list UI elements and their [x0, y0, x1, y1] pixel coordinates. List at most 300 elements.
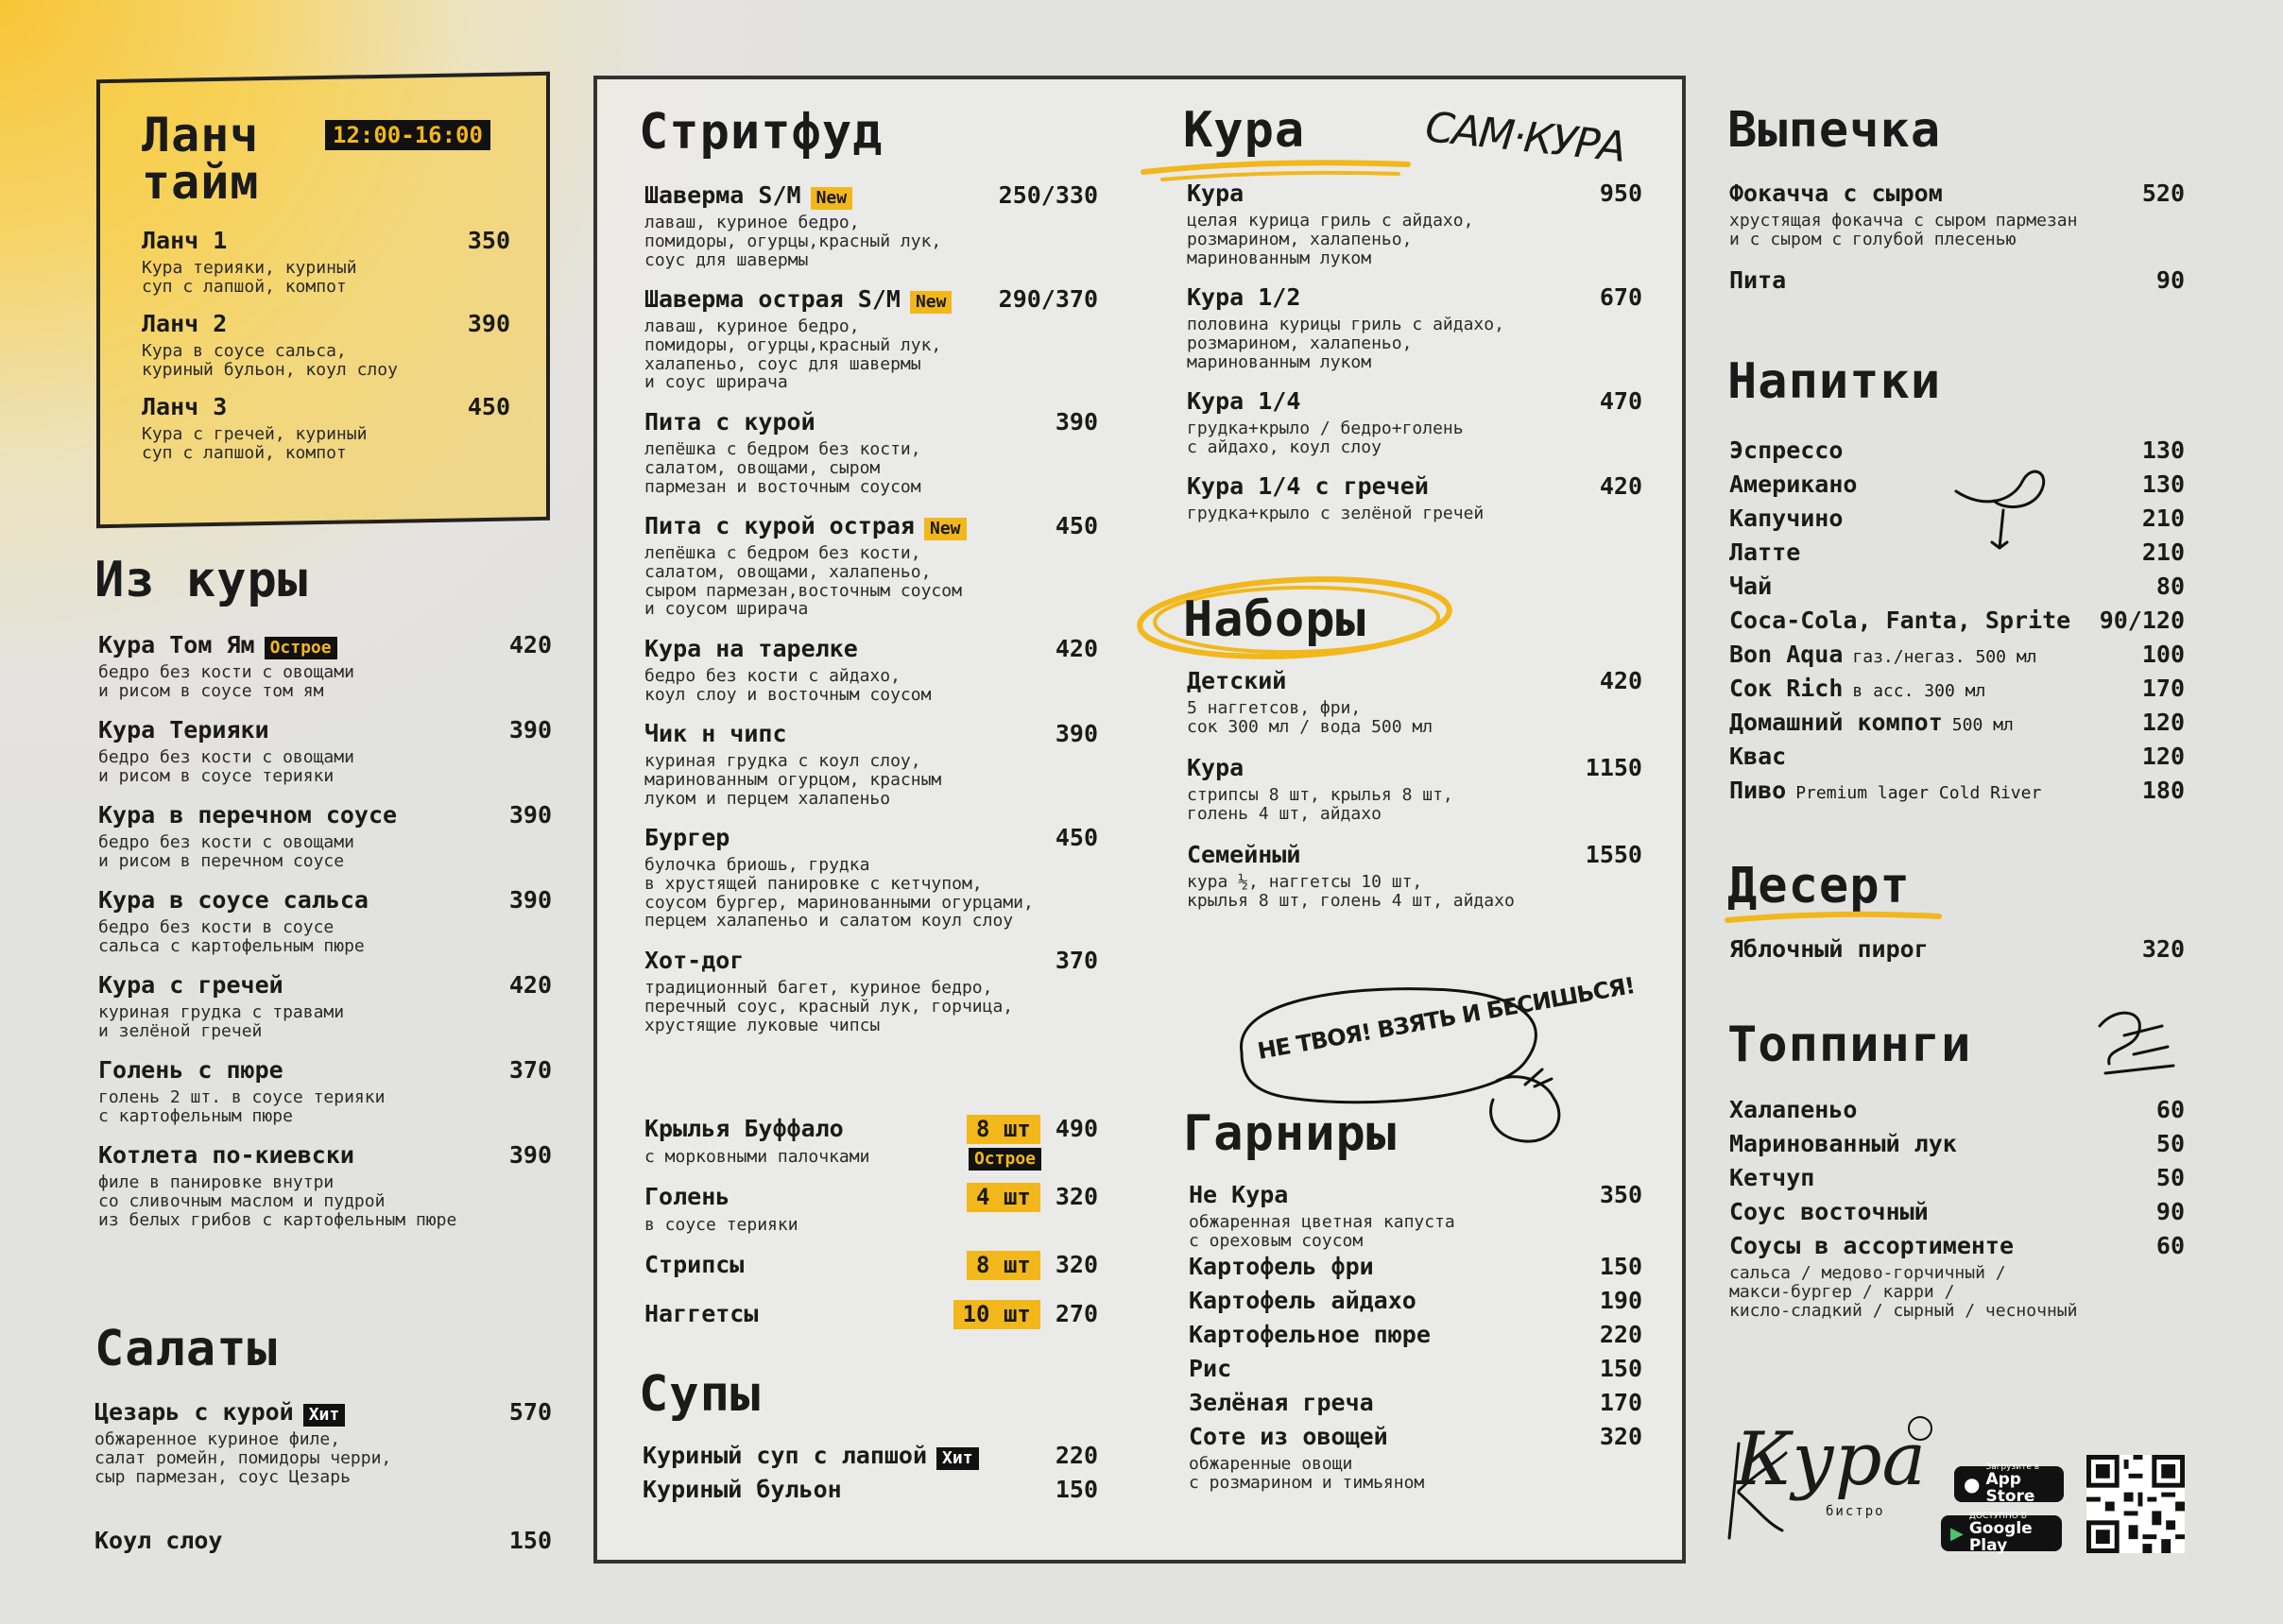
lunch-title-line2: тайм	[142, 155, 260, 210]
menu-item-description: обжаренная цветная капуста с ореховым соусом	[1189, 1212, 1455, 1251]
menu-item-name	[1729, 641, 2037, 669]
menu-item-name	[644, 947, 744, 975]
menu-item-description: в соусе терияки	[644, 1214, 798, 1235]
menu-item	[1729, 743, 2185, 771]
menu-item-description: хрустящая фокачча с сыром пармезан и с сыром с голубой плесенью	[1729, 211, 2078, 249]
menu-item	[1729, 777, 2185, 805]
menu-item	[1729, 1164, 2185, 1192]
menu-item-name	[644, 1251, 744, 1279]
menu-item-name	[1729, 709, 2014, 737]
menu-item-name	[1729, 1130, 1957, 1158]
menu-item-title: Голень с пюре	[98, 1056, 283, 1084]
menu-item-title: Bon Aqua	[1729, 641, 1844, 668]
menu-item-row	[1729, 935, 2185, 964]
spicy-doodle	[2086, 998, 2181, 1083]
menu-item-price-group	[1056, 720, 1098, 748]
menu-item	[98, 1141, 552, 1229]
menu-item-row	[1187, 667, 1642, 695]
menu-item-title: Кетчуп	[1729, 1164, 1815, 1191]
menu-item-row	[644, 947, 1098, 975]
menu-item-title: Картофель фри	[1189, 1253, 1374, 1280]
menu-item-badge: Острое	[265, 637, 337, 659]
menu-item-price-group	[509, 886, 552, 915]
menu-item-price-group	[953, 1300, 1098, 1329]
menu-item	[643, 1476, 1098, 1504]
menu-item-price-group	[509, 716, 552, 744]
menu-item-name	[1729, 1198, 1929, 1226]
menu-item-description: голень 2 шт. в соусе терияки с картофельным пюре	[98, 1087, 386, 1126]
menu-item-title: Coca-Cola, Fanta, Sprite	[1729, 607, 2071, 634]
menu-item-name	[1729, 1096, 1857, 1124]
google-play-icon: ▶	[1950, 1523, 1964, 1544]
menu-item-title: Крылья Буффало	[644, 1115, 844, 1142]
menu-item-price-group	[1600, 1355, 1642, 1383]
menu-item	[1187, 472, 1642, 523]
menu-item-price-group	[1600, 179, 1642, 208]
menu-item-title: Пита с курой	[644, 408, 815, 436]
menu-item-title: Кура с гречей	[98, 971, 283, 999]
logo-subtitle: бистро	[1826, 1504, 1885, 1519]
google-play-button[interactable]	[1941, 1511, 2062, 1555]
menu-item-row	[1189, 1321, 1642, 1349]
menu-item-title: Не Кура	[1189, 1181, 1289, 1208]
menu-item-title: Чай	[1729, 573, 1773, 600]
menu-item-name	[643, 1442, 979, 1470]
menu-item-price-group	[509, 631, 552, 659]
menu-item-row	[94, 1527, 552, 1555]
menu-item-price-group	[2156, 1232, 2185, 1260]
menu-item-name	[1189, 1181, 1288, 1209]
menu-item-description: половина курицы гриль с айдахо, розмарином, халапеньо, маринованным луком	[1187, 315, 1504, 372]
menu-item-name	[142, 310, 227, 338]
iz-kury-title: Из куры	[94, 552, 309, 608]
menu-item-row	[1729, 470, 2185, 499]
qr-code[interactable]	[2086, 1455, 2185, 1553]
menu-item-title: Ланч 2	[142, 310, 228, 337]
menu-item-description: лаваш, куриное бедро, помидоры, огурцы,красный лук, соус для шавермы	[644, 213, 942, 270]
menu-item	[1729, 675, 2185, 703]
menu-item-name	[644, 824, 730, 852]
menu-item-price-group	[2142, 709, 2185, 737]
menu-item-row	[98, 1056, 552, 1085]
menu-item-name	[1729, 573, 1772, 601]
menu-item	[1729, 1198, 2185, 1226]
menu-item-name	[1729, 743, 1786, 771]
menu-item-description: целая курица гриль с айдахо, розмарином, халапеньо, маринованным луком	[1187, 211, 1474, 268]
menu-item-row	[644, 1251, 1098, 1280]
menu-item-name	[1189, 1423, 1388, 1451]
gplay-small-label: ДОСТУПНО В	[1968, 1511, 2027, 1521]
menu-item-price: 130	[2141, 436, 2185, 464]
menu-item-price: 1550	[1585, 841, 1642, 868]
menu-item-row	[644, 1300, 1098, 1329]
menu-item-price: 350	[1599, 1181, 1642, 1208]
menu-item-row	[644, 1183, 1098, 1212]
menu-item-price: 320	[1055, 1183, 1098, 1210]
menu-item-title: Котлета по-киевски	[98, 1141, 354, 1169]
menu-item-name	[98, 716, 269, 744]
menu-item-title: Соте из овощей	[1189, 1423, 1388, 1450]
menu-item-description: Кура терияки, куриный суп с лапшой, компот	[142, 258, 357, 297]
menu-item	[644, 1183, 1098, 1235]
menu-item	[98, 971, 552, 1041]
menu-item	[1729, 709, 2185, 737]
dessert-title: Десерт	[1727, 858, 1911, 915]
menu-item	[94, 1398, 552, 1486]
menu-item-row	[1729, 1130, 2185, 1158]
menu-item-price-group	[2156, 266, 2185, 295]
sam-kura-handwritten: САМ·КУРА	[1422, 103, 1627, 172]
menu-item-description: бедро без кости с овощами и рисом в перечном соусе	[98, 832, 354, 871]
menu-item-description: Кура с гречей, куриный суп с лапшой, компот	[142, 424, 368, 463]
menu-item	[644, 285, 1098, 392]
menu-item-price-group	[2142, 538, 2185, 567]
menu-item-row	[1187, 841, 1642, 869]
menu-item-name	[142, 393, 227, 421]
menu-item-row	[1189, 1287, 1642, 1315]
menu-item-row	[644, 512, 1098, 540]
menu-item-price-group	[468, 310, 510, 338]
menu-item-title: Рис	[1189, 1355, 1232, 1382]
menu-item-title: Стрипсы	[644, 1251, 745, 1278]
menu-item	[1729, 573, 2185, 601]
menu-item-title: Хот-дог	[644, 947, 745, 974]
menu-item-price: 220	[1599, 1321, 1642, 1348]
menu-item-row	[644, 635, 1098, 663]
menu-item-price: 170	[2141, 675, 2185, 702]
menu-item-row	[1729, 675, 2185, 703]
gplay-large-label: Google Play	[1968, 1518, 2033, 1555]
menu-item-price: 370	[1055, 947, 1098, 974]
menu-item-description	[644, 1148, 1098, 1171]
menu-item-price: 390	[1055, 720, 1098, 747]
menu-item-price-group	[509, 801, 552, 829]
menu-item-price: 270	[1055, 1300, 1098, 1327]
menu-item-price: 210	[2141, 504, 2185, 532]
menu-item-price: 120	[2141, 709, 2185, 736]
menu-item-price-group	[1586, 841, 1642, 869]
menu-item-description: бедро без кости в соусе сальса с картофельным пюре	[98, 917, 365, 956]
menu-item-row	[644, 181, 1098, 210]
menu-item-price-group	[509, 1141, 552, 1170]
menu-item-title: Кура	[1187, 754, 1244, 781]
app-store-button[interactable]	[1954, 1462, 2064, 1506]
menu-item-title: Сок Rich	[1729, 675, 1844, 702]
menu-item-name	[1189, 1355, 1231, 1383]
menu-item-row	[1187, 472, 1642, 501]
menu-item-title: Бургер	[644, 824, 730, 851]
menu-item-price-group	[1586, 754, 1642, 782]
menu-item-price-group	[967, 1183, 1098, 1212]
menu-item-title: Кура 1/4 с гречей	[1187, 472, 1429, 500]
menu-item-price: 130	[2141, 470, 2185, 498]
menu-item-price: 570	[508, 1398, 552, 1426]
menu-item-title: Кура	[1187, 179, 1244, 207]
menu-item-row	[1729, 743, 2185, 771]
menu-item-description: лепёшка с бедром без кости, салатом, овощами, сыром пармезан и восточным соусом	[644, 439, 921, 497]
menu-item-name	[1189, 1321, 1431, 1349]
menu-item-title: Семейный	[1187, 841, 1301, 868]
menu-item-name	[1187, 179, 1244, 208]
menu-item-name	[644, 1183, 730, 1211]
menu-item-row	[1729, 538, 2185, 567]
menu-item-description: куриная грудка с коул слоу, маринованным огурцом, красным луком и перцем халапеньо	[644, 751, 942, 809]
menu-item-row	[1729, 1198, 2185, 1226]
menu-item-name	[644, 181, 852, 210]
menu-item	[98, 716, 552, 786]
menu-item	[142, 393, 510, 463]
menu-item-title: Ланч 1	[142, 227, 228, 254]
menu-item-row	[1187, 387, 1642, 416]
menu-item-title: Халапеньо	[1729, 1096, 1858, 1123]
menu-item-title: Зелёная греча	[1189, 1389, 1374, 1416]
menu-item-price-group	[1600, 1253, 1642, 1281]
menu-item-row	[1729, 266, 2185, 295]
menu-item-price-group	[468, 393, 510, 421]
menu-item-row	[1729, 777, 2185, 805]
menu-item-name	[1189, 1389, 1374, 1417]
menu-item-price: 50	[2155, 1164, 2185, 1191]
menu-item-price: 90/120	[2099, 607, 2185, 634]
menu-item-price-group	[509, 1056, 552, 1085]
menu-item-row	[98, 1141, 552, 1170]
menu-item-price: 450	[1055, 512, 1098, 539]
menu-item-price: 390	[508, 886, 552, 914]
menu-item	[1729, 266, 2185, 295]
menu-item	[1729, 935, 2185, 964]
menu-item-row	[1729, 1096, 2185, 1124]
menu-item-price-group	[2156, 573, 2185, 601]
menu-item-price-group	[1600, 472, 1642, 501]
menu-item	[1729, 436, 2185, 465]
menu-item-price-group	[1600, 387, 1642, 416]
menu-item	[1189, 1355, 1642, 1383]
menu-item-price-group	[1600, 1287, 1642, 1315]
menu-item-name	[643, 1476, 842, 1504]
menu-item-price-group	[1056, 512, 1098, 540]
menu-item-title: Шаверма S/M	[644, 181, 801, 209]
toppings-title: Топпинги	[1727, 1017, 1972, 1073]
menu-item-price-group	[2142, 179, 2185, 208]
menu-item-price-group	[2156, 1130, 2185, 1158]
menu-item-price: 220	[1055, 1442, 1098, 1469]
menu-item-price-group	[1600, 1181, 1642, 1209]
menu-item-price-group	[1056, 947, 1098, 975]
menu-item	[644, 408, 1098, 496]
appstore-large-label: App Store	[1985, 1469, 2035, 1506]
menu-item-row	[644, 720, 1098, 748]
lunch-title	[142, 108, 260, 210]
menu-item-row	[1729, 709, 2185, 737]
menu-item-title: Кура 1/2	[1187, 283, 1301, 311]
menu-item-price: 950	[1599, 179, 1642, 207]
menu-item-price-group	[509, 971, 552, 1000]
menu-item-note: Premium lager Cold River	[1795, 783, 2042, 803]
lunch-time-badge: 12:00-16:00	[325, 120, 490, 150]
menu-item-title: Кура Терияки	[98, 716, 269, 744]
menu-item-row	[98, 716, 552, 744]
menu-item-title: Пиво	[1729, 777, 1787, 804]
menu-item-badge: Хит	[936, 1447, 979, 1470]
menu-item-name	[1187, 472, 1429, 501]
menu-item	[1187, 179, 1642, 267]
menu-item-price: 1150	[1585, 754, 1642, 781]
menu-item-title: Голень	[644, 1183, 730, 1210]
menu-item-note: в асс. 300 мл	[1852, 681, 1986, 701]
menu-item-description: лепёшка с бедром без кости, салатом, овощами, халапеньо, сыром пармезан,восточным соусом и соусом шрирача	[644, 543, 962, 620]
menu-item-price: 470	[1599, 387, 1642, 415]
menu-item	[643, 1442, 1098, 1470]
menu-item-description: грудка+крыло / бедро+голень с айдахо, коул слоу	[1187, 419, 1464, 457]
menu-item-name	[644, 1115, 844, 1143]
bakery-title: Выпечка	[1727, 102, 1942, 159]
menu-item-quantity: 4 шт	[967, 1183, 1040, 1212]
menu-item-title: Картофельное пюре	[1189, 1321, 1431, 1348]
menu-item-name	[1729, 470, 1857, 499]
menu-item-name	[644, 512, 967, 540]
menu-item	[1187, 841, 1642, 911]
menu-item-name	[1729, 436, 1843, 465]
menu-item-name	[644, 720, 787, 748]
menu-item-name	[1729, 504, 1843, 533]
menu-item	[1729, 470, 2185, 499]
menu-item-title: Кура в перечном соусе	[98, 801, 398, 829]
menu-item	[1187, 667, 1642, 737]
menu-item-row	[1189, 1253, 1642, 1281]
menu-item	[98, 886, 552, 956]
menu-item	[1187, 387, 1642, 457]
drinks-title: Напитки	[1727, 353, 1942, 410]
menu-item-row	[98, 801, 552, 829]
menu-item-badge: New	[811, 187, 853, 210]
menu-item	[644, 720, 1098, 808]
menu-item-price-group	[2156, 1164, 2185, 1192]
menu-item-title: Квас	[1729, 743, 1787, 770]
menu-item-price-group	[468, 227, 510, 255]
menu-item-row	[644, 824, 1098, 852]
menu-item-price: 210	[2141, 538, 2185, 566]
menu-item-price: 420	[1599, 472, 1642, 500]
menu-item-name	[1729, 777, 2041, 805]
menu-item-description: обжаренные овощи с розмарином и тимьяном	[1189, 1454, 1425, 1493]
menu-item-price: 90	[2155, 1198, 2185, 1225]
menu-item-row	[1729, 504, 2185, 533]
menu-item-title: Домашний компот	[1729, 709, 1943, 736]
menu-item-row	[142, 310, 510, 338]
menu-item-price-group	[1600, 1321, 1642, 1349]
menu-item-name	[1729, 538, 1800, 567]
menu-item-price: 150	[1599, 1253, 1642, 1280]
menu-item-title: Картофель айдахо	[1189, 1287, 1416, 1314]
menu-item-price-group	[2142, 935, 2185, 964]
menu-item-price: 370	[508, 1056, 552, 1084]
menu-item-price: 320	[2141, 935, 2185, 963]
menu-item-price: 350	[467, 227, 510, 254]
menu-item-price: 170	[1599, 1389, 1642, 1416]
menu-item-price-group	[967, 1115, 1098, 1144]
menu-item-title: Кура в соусе сальса	[98, 886, 369, 914]
menu-item-description: бедро без кости с айдахо, коул слоу и восточным соусом	[644, 666, 932, 705]
menu-item-price-group	[2142, 504, 2185, 533]
menu-item-price-group	[2142, 675, 2185, 703]
menu-item-name	[1729, 1232, 2014, 1260]
menu-item-row	[98, 886, 552, 915]
menu-item-price-group	[1600, 667, 1642, 695]
menu-item-price-group	[1600, 1423, 1642, 1451]
menu-item-row	[1729, 607, 2185, 635]
menu-item-title: Латте	[1729, 538, 1801, 566]
menu-item-price-group	[2100, 607, 2185, 635]
menu-item-title: Пита с курой острая	[644, 512, 915, 539]
menu-item	[644, 635, 1098, 705]
menu-item-quantity: 8 шт	[967, 1251, 1040, 1280]
menu-item-price-group	[1056, 635, 1098, 663]
menu-item-description: грудка+крыло с зелёной гречей	[1187, 504, 1485, 523]
menu-item	[644, 512, 1098, 619]
menu-item-row	[1189, 1423, 1642, 1451]
menu-item-price-group	[2156, 1096, 2185, 1124]
menu-item-row	[644, 408, 1098, 436]
menu-item-price-group	[1056, 408, 1098, 436]
menu-item-row	[1189, 1355, 1642, 1383]
menu-item-price: 450	[1055, 824, 1098, 851]
menu-item	[142, 310, 510, 380]
menu-item-price-group	[999, 181, 1098, 210]
menu-item-note: газ./негаз. 500 мл	[1852, 647, 2037, 667]
menu-item-name	[1187, 283, 1300, 312]
menu-item	[644, 947, 1098, 1034]
menu-item	[98, 631, 552, 701]
menu-item	[1189, 1389, 1642, 1417]
menu-item-price: 320	[1055, 1251, 1098, 1278]
menu-item-name	[1187, 841, 1300, 869]
menu-item	[1189, 1287, 1642, 1315]
menu-item-row	[1189, 1181, 1642, 1209]
menu-item-title: Коул слоу	[94, 1527, 223, 1554]
menu-item-name	[1729, 266, 1786, 295]
menu-item	[142, 227, 510, 297]
menu-item-description: обжаренное куриное филе, салат ромейн, помидоры черри, сыр пармезан, соус Цезарь	[94, 1429, 392, 1487]
menu-item-price-group	[967, 1251, 1098, 1280]
menu-item-name	[142, 227, 227, 255]
menu-item-note: 500 мл	[1951, 715, 2014, 735]
menu-item	[1729, 179, 2185, 249]
menu-item-price-group	[2142, 743, 2185, 771]
menu-item-row	[142, 227, 510, 255]
menu-item-name	[94, 1398, 345, 1427]
menu-item-price: 450	[467, 393, 510, 420]
apple-icon: ●	[1964, 1473, 1981, 1496]
menu-item-row	[1189, 1389, 1642, 1417]
menu-item-price: 120	[2141, 743, 2185, 770]
menu-item-name	[1187, 667, 1286, 695]
menu-item	[1729, 1232, 2185, 1320]
sides-title: Гарниры	[1183, 1105, 1398, 1162]
menu-item-price-group	[2156, 1198, 2185, 1226]
menu-item-name	[1729, 1164, 1814, 1192]
menu-item-name	[94, 1527, 222, 1555]
menu-item	[644, 181, 1098, 269]
menu-item-row	[1729, 573, 2185, 601]
menu-item-description: бедро без кости с овощами и рисом в соусе терияки	[98, 747, 354, 786]
menu-item-description: филе в панировке внутри со сливочным маслом и пудрой из белых грибов с картофельным пюре	[98, 1172, 457, 1230]
menu-item-name	[1189, 1287, 1416, 1315]
menu-item-name	[98, 631, 337, 659]
menu-item-price: 420	[1055, 635, 1098, 662]
menu-item-price: 390	[467, 310, 510, 337]
menu-item-name	[1187, 387, 1300, 416]
menu-item-quantity: 10 шт	[953, 1300, 1040, 1329]
